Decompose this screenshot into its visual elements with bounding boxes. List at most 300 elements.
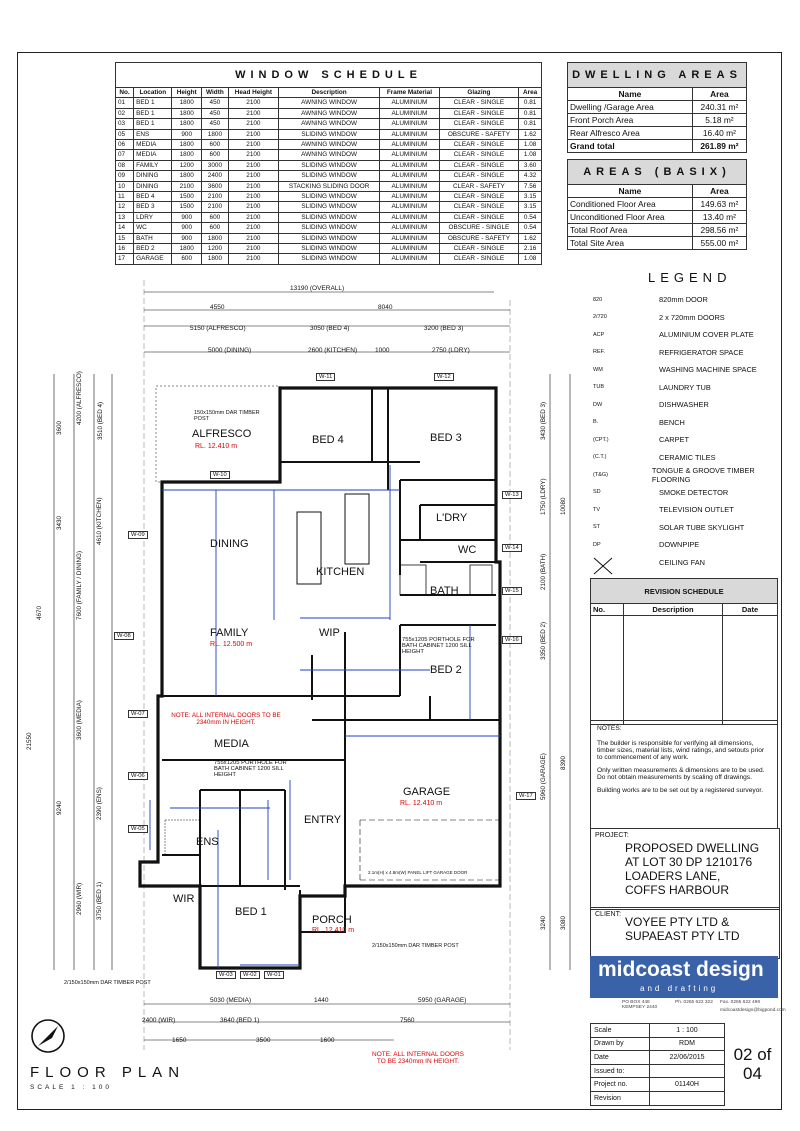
dim-1000: 1000	[375, 347, 390, 354]
ws-cell: BED 4	[134, 192, 172, 202]
ws-cell: 05	[116, 129, 134, 139]
basix-cell: Conditioned Floor Area	[568, 198, 693, 211]
ws-cell: 12	[116, 202, 134, 212]
legend-item	[590, 431, 780, 449]
legend-item	[590, 414, 780, 432]
basix-header-name: Name	[568, 185, 693, 198]
ws-cell: 2100	[228, 160, 278, 170]
legend-code: (CPT.)	[593, 436, 609, 443]
dim-vertical: 3750 (BED 1)	[96, 881, 103, 920]
ws-cell: 2100	[228, 212, 278, 222]
legend-code: TUB	[593, 384, 604, 391]
ws-cell: LDRY	[134, 212, 172, 222]
company-logo	[590, 956, 786, 1022]
dim-1440: 1440	[314, 997, 329, 1004]
ws-row	[116, 244, 542, 254]
dim-vertical: 2960 (WIR)	[76, 882, 83, 915]
ws-cell: 1.08	[519, 254, 542, 264]
ws-cell: 2100	[228, 181, 278, 191]
ws-cell: ALUMINIUM	[380, 212, 439, 222]
ws-cell: 7.56	[519, 181, 542, 191]
ws-header-cell: Frame Material	[380, 88, 439, 98]
tb-issued	[650, 1064, 725, 1078]
logo-email: midcoastdesign@bigpond.com	[720, 1008, 786, 1013]
client-panel	[590, 907, 780, 959]
client-line2: SUPAEAST PTY LTD	[625, 929, 740, 943]
legend-text: SOLAR TUBE SKYLIGHT	[659, 522, 745, 532]
ws-cell: 2100	[228, 108, 278, 118]
room-ens: ENS	[196, 836, 219, 848]
ws-cell: 1800	[172, 108, 201, 118]
ws-cell: 16	[116, 244, 134, 254]
tb-revision	[650, 1091, 725, 1105]
ws-cell: 2100	[228, 119, 278, 129]
ws-cell: ENS	[134, 129, 172, 139]
ws-cell: BED 1	[134, 98, 172, 108]
ws-cell: ALUMINIUM	[380, 223, 439, 233]
ws-cell: 1800	[201, 254, 228, 264]
window-tag: W-09	[128, 531, 148, 539]
dwelling-areas-title: DWELLING AREAS	[568, 63, 747, 88]
legend-text: REFRIGERATOR SPACE	[659, 347, 744, 357]
dim-wir-bottom: 2400 (WIR)	[142, 1017, 176, 1024]
dim-vertical: 4200 (ALFRESCO)	[76, 371, 83, 425]
ws-cell: 07	[116, 150, 134, 160]
project-line1: PROPOSED DWELLING	[625, 841, 760, 855]
dim-vertical: 3430 (BED 3)	[540, 401, 547, 440]
ws-cell: 1500	[172, 192, 201, 202]
basix-header-area: Area	[692, 185, 746, 198]
ws-cell: 0.81	[519, 98, 542, 108]
legend-text: TELEVISION OUTLET	[659, 505, 734, 515]
ws-cell: 3.60	[519, 160, 542, 170]
ws-cell: SLIDING WINDOW	[278, 254, 379, 264]
ws-cell: 2.16	[519, 244, 542, 254]
north-arrow-icon	[28, 1016, 68, 1056]
window-tag: W-12	[434, 373, 454, 381]
ws-cell: 1200	[201, 244, 228, 254]
dim-ldry: 2750 (LDRY)	[432, 347, 470, 354]
window-tag: W-05	[128, 825, 148, 833]
ws-cell: 1800	[201, 233, 228, 243]
ws-header-cell: Area	[519, 88, 542, 98]
window-schedule-body	[116, 98, 542, 265]
legend-code: REF.	[593, 349, 605, 356]
ws-row	[116, 233, 542, 243]
legend	[590, 270, 780, 571]
legend-code: TV	[593, 506, 601, 513]
ws-cell: ALUMINIUM	[380, 98, 439, 108]
da-total-value: 261.89 m²	[692, 140, 746, 153]
ws-cell: 1.62	[519, 129, 542, 139]
ws-row	[116, 171, 542, 181]
da-cell: Dwelling /Garage Area	[568, 101, 693, 114]
ws-cell: CLEAR - SINGLE	[439, 254, 519, 264]
tb-revision-label: Revision	[591, 1091, 650, 1105]
ws-row	[116, 119, 542, 129]
ws-cell: BED 1	[134, 119, 172, 129]
tb-date: 22/06/2015	[650, 1051, 725, 1065]
ws-header-cell: Width	[201, 88, 228, 98]
legend-item	[590, 554, 780, 572]
ws-cell: WC	[134, 223, 172, 233]
ws-cell: CLEAR - SINGLE	[439, 171, 519, 181]
logo-fax: Fax. 0265 622 498	[720, 1000, 761, 1005]
ws-row	[116, 192, 542, 202]
ws-cell: 0.54	[519, 223, 542, 233]
ws-cell: 1800	[172, 150, 201, 160]
ws-header-cell: Height	[172, 88, 201, 98]
window-tag: W-13	[502, 491, 522, 499]
dar-post-label-1: 150x150mm DAR TIMBER POST	[194, 410, 260, 422]
legend-code: (T&G)	[593, 471, 608, 478]
ws-cell: SLIDING WINDOW	[278, 129, 379, 139]
notes-p2: Only written measurements & dimensions are to be used. Do not obtain measurements by scaling off drawings.	[597, 767, 765, 781]
ws-cell: SLIDING WINDOW	[278, 244, 379, 254]
ws-cell: 2100	[228, 140, 278, 150]
ws-cell: 600	[201, 223, 228, 233]
ws-cell: 2100	[228, 129, 278, 139]
ws-cell: 1.08	[519, 140, 542, 150]
ws-cell: 2100	[228, 244, 278, 254]
ws-cell: ALUMINIUM	[380, 181, 439, 191]
ws-cell: 2100	[228, 150, 278, 160]
notes-label: NOTES:	[597, 725, 622, 732]
legend-item	[590, 466, 780, 484]
dim-vertical: 5960 (GARAGE)	[540, 753, 547, 800]
notes-panel	[590, 720, 778, 829]
dim-dining: 5000 (DINING)	[208, 347, 252, 354]
tb-issued-label: Issued to:	[591, 1064, 650, 1078]
ws-cell: 1.62	[519, 233, 542, 243]
ws-cell: 2100	[201, 202, 228, 212]
ws-cell: 02	[116, 108, 134, 118]
da-cell: Front Porch Area	[568, 114, 693, 127]
room-dining: DINING	[210, 538, 249, 550]
revision-title: REVISION SCHEDULE	[591, 579, 778, 604]
ws-cell: MEDIA	[134, 150, 172, 160]
ws-cell: ALUMINIUM	[380, 160, 439, 170]
ws-cell: 1800	[201, 129, 228, 139]
ws-header-cell: Glazing	[439, 88, 519, 98]
dim-vertical: 7600 (FAMILY / DINING)	[76, 550, 83, 620]
room-bath: BATH	[430, 585, 459, 597]
room-media: MEDIA	[214, 738, 249, 750]
dim-7560: 7560	[400, 1017, 415, 1024]
ws-header-cell: Head Height	[228, 88, 278, 98]
room-garage: GARAGE	[403, 786, 451, 798]
legend-item	[590, 501, 780, 519]
room-wir: WIR	[173, 893, 195, 905]
legend-text: BENCH	[659, 417, 685, 427]
project-line4: COFFS HARBOUR	[625, 883, 730, 897]
ws-cell: 17	[116, 254, 134, 264]
project-line3: LOADERS LANE,	[625, 869, 721, 883]
ws-cell: 0.81	[519, 119, 542, 129]
ws-cell: 2100	[228, 202, 278, 212]
ws-cell: CLEAR - SINGLE	[439, 160, 519, 170]
ws-row	[116, 181, 542, 191]
dim-vertical: 1750 (LDRY)	[540, 478, 547, 515]
basix-cell: Unconditioned Floor Area	[568, 211, 693, 224]
ws-cell: 4.32	[519, 171, 542, 181]
room-bed1: BED 1	[235, 906, 267, 918]
ws-cell: SLIDING WINDOW	[278, 192, 379, 202]
ws-cell: OBSCURE - SAFETY	[439, 233, 519, 243]
tb-scale-label: Scale	[591, 1024, 650, 1038]
legend-text: LAUNDRY TUB	[659, 382, 711, 392]
da-cell: 240.31 m²	[692, 101, 746, 114]
ws-cell: SLIDING WINDOW	[278, 171, 379, 181]
ws-header-cell: Description	[278, 88, 379, 98]
legend-item	[590, 326, 780, 344]
ws-cell: 900	[172, 233, 201, 243]
legend-item	[590, 396, 780, 414]
dim-vertical: 3240	[540, 915, 547, 930]
ws-cell: AWNING WINDOW	[278, 140, 379, 150]
ws-header-cell: Location	[134, 88, 172, 98]
legend-item	[590, 309, 780, 327]
client-label: CLIENT:	[595, 911, 622, 918]
ws-cell: 1200	[172, 160, 201, 170]
legend-code: B.	[593, 419, 599, 426]
ws-cell: 450	[201, 98, 228, 108]
dim-vertical: 2390 (ENS)	[96, 787, 103, 820]
ws-row	[116, 140, 542, 150]
legend-text: TONGUE & GROOVE TIMBER FLOORING	[651, 465, 755, 484]
room-wc: WC	[458, 544, 477, 556]
dim-garage-bottom: 5950 (GARAGE)	[418, 997, 467, 1004]
basix-cell: 555.00 m²	[692, 237, 746, 250]
da-total-label: Grand total	[568, 140, 693, 153]
ws-cell: ALUMINIUM	[380, 192, 439, 202]
ws-cell: 09	[116, 171, 134, 181]
ws-cell: BED 2	[134, 244, 172, 254]
legend-text: CERAMIC TILES	[659, 452, 716, 462]
porthole-label-1: 755x1205 PORTHOLE FOR BATH CABINET 1200 SILL HEIGHT	[402, 637, 475, 655]
ws-cell: CLEAR - SAFETY	[439, 181, 519, 191]
room-porch-rl: RL. 12.410 m	[312, 927, 355, 934]
ws-cell: 10	[116, 181, 134, 191]
ws-cell: CLEAR - SINGLE	[439, 119, 519, 129]
porthole-label-2: 755x1205 PORTHOLE FOR BATH CABINET 1200 SILL HEIGHT	[214, 760, 287, 778]
dim-bed4: 3050 (BED 4)	[310, 325, 350, 332]
window-tag: W-08	[114, 632, 134, 640]
ws-cell: CLEAR - SINGLE	[439, 244, 519, 254]
ws-row	[116, 98, 542, 108]
ws-cell: MEDIA	[134, 140, 172, 150]
basix-cell: 149.63 m²	[692, 198, 746, 211]
ws-cell: 2100	[228, 223, 278, 233]
sheet-total: 04	[743, 1064, 762, 1084]
ws-cell: SLIDING WINDOW	[278, 223, 379, 233]
dar-post-label-3: 2/150x150mm DAR TIMBER POST	[64, 980, 151, 986]
dim-vertical: 3510 (BED 4)	[97, 401, 104, 440]
ws-cell: 900	[172, 129, 201, 139]
window-tag: W-03	[216, 971, 236, 979]
dim-vertical: 2100 (BATH)	[540, 553, 547, 590]
ws-row	[116, 212, 542, 222]
project-label: PROJECT:	[595, 832, 629, 839]
ws-cell: ALUMINIUM	[380, 140, 439, 150]
dim-bed3: 3200 (BED 3)	[424, 325, 464, 332]
ws-cell: DINING	[134, 181, 172, 191]
ws-cell: 2100	[228, 171, 278, 181]
ws-cell: 600	[172, 254, 201, 264]
revision-schedule-table	[590, 578, 778, 725]
ws-cell: 1800	[172, 171, 201, 181]
ws-cell: CLEAR - SINGLE	[439, 150, 519, 160]
ws-cell: AWNING WINDOW	[278, 98, 379, 108]
revision-header-desc: Description	[624, 604, 723, 616]
legend-code: DW	[593, 401, 603, 408]
ws-cell: ALUMINIUM	[380, 244, 439, 254]
room-garage-rl: RL. 12.410 m	[400, 800, 443, 807]
plan-scale: SCALE 1 : 100	[30, 1084, 112, 1091]
legend-text: DISHWASHER	[659, 400, 709, 410]
legend-code: ST	[593, 524, 601, 531]
ws-cell: 3.15	[519, 192, 542, 202]
window-schedule-table	[115, 62, 542, 265]
dim-vertical: 3080	[560, 915, 567, 930]
ws-cell: FAMILY	[134, 160, 172, 170]
ws-cell: 2100	[228, 254, 278, 264]
legend-item	[590, 536, 780, 554]
tb-drawn-label: Drawn by	[591, 1037, 650, 1051]
ws-cell: ALUMINIUM	[380, 150, 439, 160]
dim-kitchen: 2600 (KITCHEN)	[308, 347, 358, 354]
ws-cell: 450	[201, 119, 228, 129]
ws-cell: ALUMINIUM	[380, 119, 439, 129]
garage-door-label: 2.1m(H) x 4.8m(W) PANEL LIFT GARAGE DOOR	[368, 870, 468, 875]
legend-item	[590, 291, 780, 309]
ws-row	[116, 254, 542, 264]
revision-header-date: Date	[723, 604, 778, 616]
ws-cell: 900	[172, 223, 201, 233]
tb-drawn: RDM	[650, 1037, 725, 1051]
ws-cell: 1500	[172, 202, 201, 212]
dim-vertical: 3350 (BED 2)	[540, 621, 547, 660]
legend-text: WASHING MACHINE SPACE	[659, 365, 757, 375]
ws-cell: 450	[201, 108, 228, 118]
legend-code: 2/720	[593, 314, 607, 321]
legend-code: DP	[593, 541, 601, 548]
ws-cell: CLEAR - SINGLE	[439, 140, 519, 150]
tb-project-label: Project no.	[591, 1078, 650, 1092]
ws-cell: 13	[116, 212, 134, 222]
dim-vertical: 4610 (KITCHEN)	[96, 497, 103, 545]
ws-cell: AWNING WINDOW	[278, 119, 379, 129]
logo-tag: and drafting	[640, 984, 719, 993]
dwelling-areas-table	[567, 62, 747, 250]
dim-vertical: 10080	[560, 497, 567, 515]
ws-cell: 01	[116, 98, 134, 108]
window-tag: W-10	[210, 471, 230, 479]
window-tag: W-17	[516, 792, 536, 800]
ws-cell: ALUMINIUM	[380, 108, 439, 118]
dim-media-bottom: 5030 (MEDIA)	[210, 997, 252, 1004]
logo-phone: Ph. 0265 622 322	[675, 1000, 713, 1005]
ws-cell: 900	[172, 212, 201, 222]
ws-cell: CLEAR - SINGLE	[439, 108, 519, 118]
ws-cell: 2100	[172, 181, 201, 191]
dim-vertical: 3600	[56, 420, 63, 435]
ws-cell: ALUMINIUM	[380, 254, 439, 264]
ws-cell: 15	[116, 233, 134, 243]
da-cell: Rear Alfresco Area	[568, 127, 693, 140]
legend-items	[590, 291, 780, 571]
ws-row	[116, 108, 542, 118]
da-cell: 5.18 m²	[692, 114, 746, 127]
ws-cell: 11	[116, 192, 134, 202]
ws-cell: 600	[201, 140, 228, 150]
ws-cell: AWNING WINDOW	[278, 108, 379, 118]
legend-item	[590, 379, 780, 397]
ws-cell: OBSCURE - SINGLE	[439, 223, 519, 233]
ws-cell: 3000	[201, 160, 228, 170]
legend-text: SMOKE DETECTOR	[659, 487, 729, 497]
dim-vertical: 3430	[56, 515, 63, 530]
ws-cell: 1.08	[519, 150, 542, 160]
window-tag: W-06	[128, 772, 148, 780]
ws-row	[116, 160, 542, 170]
ws-cell: ALUMINIUM	[380, 202, 439, 212]
internal-door-note-bottom: NOTE: ALL INTERNAL DOORS TO BE 2340mm IN HEIGHT.	[372, 1051, 464, 1065]
ws-cell: GARAGE	[134, 254, 172, 264]
basix-cell: Total Roof Area	[568, 224, 693, 237]
da-header-name: Name	[568, 88, 693, 101]
window-tag: W-02	[240, 971, 260, 979]
da-header-area: Area	[692, 88, 746, 101]
client-line1: VOYEE PTY LTD &	[625, 915, 730, 929]
ws-cell: SLIDING WINDOW	[278, 160, 379, 170]
dim-8040: 8040	[378, 304, 393, 311]
legend-code: ACP	[593, 331, 605, 338]
ws-cell: 0.81	[519, 108, 542, 118]
window-schedule-header-row	[116, 88, 542, 98]
dar-post-label-2: 2/150x150mm DAR TIMBER POST	[372, 943, 459, 949]
ws-cell: 3.15	[519, 202, 542, 212]
basix-cell: 298.56 m²	[692, 224, 746, 237]
ws-cell: 1800	[172, 140, 201, 150]
room-wip: WIP	[319, 627, 340, 639]
legend-text: CARPET	[659, 435, 689, 445]
da-cell: 16.40 m²	[692, 127, 746, 140]
legend-text: DOWNPIPE	[659, 540, 700, 550]
ws-cell: ALUMINIUM	[380, 233, 439, 243]
legend-code: SD	[593, 489, 601, 496]
ws-cell: SLIDING WINDOW	[278, 233, 379, 243]
ws-cell: OBSCURE - SAFETY	[439, 129, 519, 139]
ws-cell: BED 3	[134, 202, 172, 212]
legend-text: 820mm DOOR	[659, 295, 708, 305]
ws-header-cell: No.	[116, 88, 134, 98]
project-line2: AT LOT 30 DP 1210176	[625, 855, 753, 869]
legend-text: ALUMINIUM COVER PLATE	[659, 330, 754, 340]
room-alfresco-rl: RL. 12.410 m	[195, 443, 238, 450]
ws-cell: 1800	[172, 244, 201, 254]
ws-cell: 2400	[201, 171, 228, 181]
ws-cell: CLEAR - SINGLE	[439, 98, 519, 108]
ws-cell: SLIDING WINDOW	[278, 212, 379, 222]
room-ldry: L'DRY	[436, 512, 468, 524]
room-family: FAMILY	[210, 627, 249, 639]
ws-cell: STACKING SLIDING DOOR	[278, 181, 379, 191]
legend-item	[590, 484, 780, 502]
room-bed4: BED 4	[312, 434, 344, 446]
legend-item	[590, 449, 780, 467]
dim-overall: 13190 (OVERALL)	[290, 285, 345, 292]
